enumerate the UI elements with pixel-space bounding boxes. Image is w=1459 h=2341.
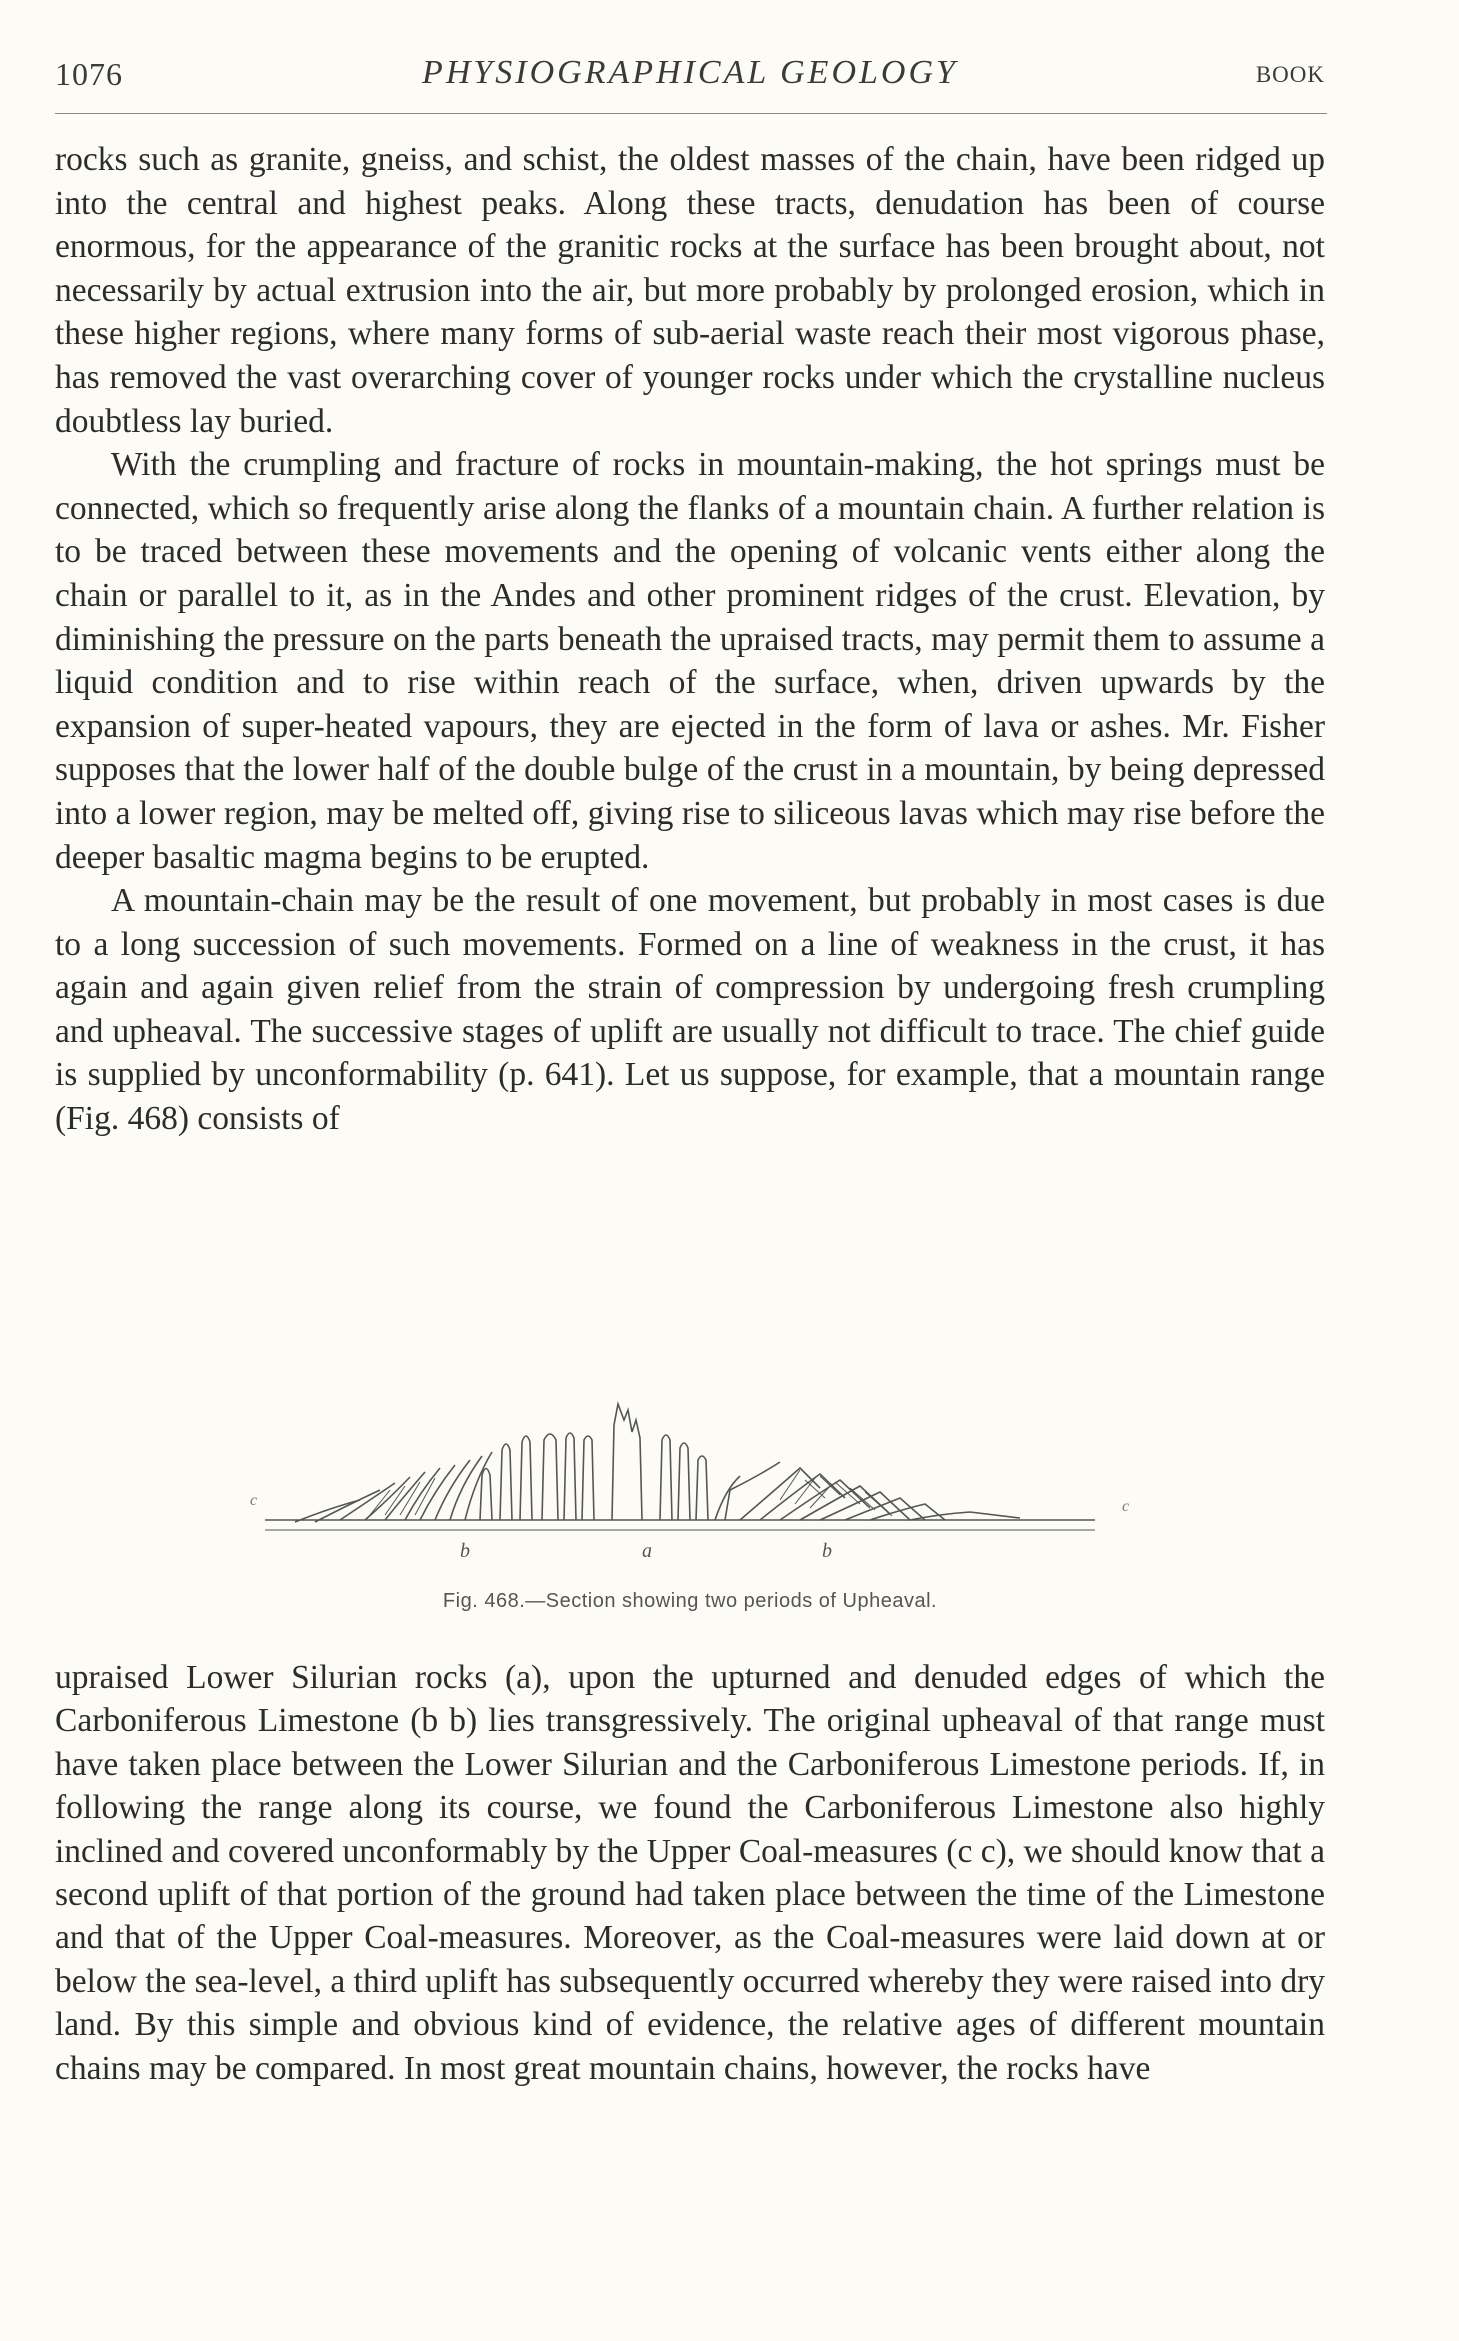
- label-b-left: b: [460, 1540, 470, 1562]
- label-a: a: [642, 1540, 652, 1562]
- stratum: [780, 1480, 870, 1520]
- stratum: [760, 1474, 845, 1520]
- stratum-a: [696, 1456, 708, 1520]
- header-rule: [55, 113, 1327, 114]
- stratum-a: [678, 1443, 690, 1520]
- stratum: [340, 1483, 395, 1520]
- stratum-a: [500, 1444, 512, 1520]
- stratum: [820, 1492, 910, 1520]
- body-text-bottom: [55, 1656, 1325, 2090]
- stratum-a: [542, 1434, 558, 1520]
- running-title: PHYSIOGRAPHICAL GEOLOGY: [422, 54, 958, 91]
- figure-caption: Fig. 468.—Section showing two periods of Upheaval.: [442, 1590, 938, 1612]
- label-c-left: c: [250, 1492, 258, 1509]
- page-number: 1076: [55, 56, 123, 92]
- running-head: [55, 52, 1325, 102]
- stratum: [420, 1465, 455, 1520]
- label-b-right: b: [822, 1540, 832, 1562]
- stratum: [315, 1490, 380, 1522]
- body-text-top: [55, 138, 1325, 1141]
- paragraph: A mountain-chain may be the result of one movement, but probably in most cases is due to a long succession of such movements. Formed on a line of weakness in the crust, it has again and again given relief from the strain of compression by undergoing fresh crumpling and upheaval. The successive stages of uplift are usually not difficult to trace. The chief guide is supplied by unconformability (p. 641). Let us suppose, for example, that a mountain range (Fig. 468) consists of: [55, 882, 1325, 1138]
- stratum-a: [480, 1469, 492, 1521]
- stratum-a: [564, 1433, 576, 1520]
- running-section: BOOK: [1255, 62, 1325, 87]
- paragraph: rocks such as granite, gneiss, and schist, the oldest masses of the chain, have been ridged up into the central and highest peaks. Along these tracts, denudation has been of course enormous, for the appearance of the granitic rocks at the surface has been brought about, not necessarily by actual extrusion into the air, but more probably by prolonged erosion, which in these higher regions, where many forms of sub-aerial waste reach their most vigorous phase, has removed the vast overarching cover of younger rocks under which the crystalline nucleus doubtless lay buried.: [55, 141, 1325, 440]
- peak: [612, 1404, 642, 1520]
- section-diagram: [220, 1380, 1160, 1580]
- paragraph: upraised Lower Silurian rocks (a), upon the upturned and denuded edges of which the Carboniferous Limestone (b b) lies transgressively. The original upheaval of that range must have taken place between the Lower Silurian and the Carboniferous Limestone periods. If, in following the range along its course, we found the Carboniferous Limestone also highly inclined and covered unconformably by the Upper Coal-measures (c c), we should know that a second uplift of that portion of the ground had taken place between the time of the Limestone and that of the Upper Coal-measures. Moreover, as the Coal-measures were laid down at or below the sea-level, a third uplift has subsequently occurred whereby they were raised into dry land. By this simple and obvious kind of evidence, the relative ages of different mountain chains may be compared. In most great mountain chains, however, the rocks have: [55, 1659, 1325, 2087]
- stratum-a: [660, 1435, 672, 1520]
- stratum-a: [520, 1436, 532, 1520]
- figure-468: [220, 1380, 1160, 1640]
- stratum: [910, 1512, 1020, 1520]
- label-c-right: c: [1122, 1498, 1130, 1515]
- stratum: [715, 1476, 740, 1520]
- paragraph: With the crumpling and fracture of rocks in mountain-making, the hot springs must be connected, which so frequently arise along the flanks of a mountain chain. A further relation is to be traced between these movements and the opening of volcanic vents either along the chain or parallel to it, as in the Andes and other prominent ridges of the crust. Elevation, by diminishing the pressure on the parts beneath the upraised tracts, may permit them to assume a liquid condition and to rise within reach of the surface, when, driven upwards by the expansion of super-heated vapours, they are ejected in the form of lava or ashes. Mr. Fisher supposes that the lower half of the double bulge of the crust in a mountain, by being depressed into a lower region, may be melted off, giving rise to siliceous lavas which may rise before the deeper basaltic magma begins to be erupted.: [55, 446, 1325, 876]
- stratum: [295, 1500, 360, 1522]
- stratum: [740, 1468, 820, 1520]
- stratum-a: [582, 1436, 594, 1520]
